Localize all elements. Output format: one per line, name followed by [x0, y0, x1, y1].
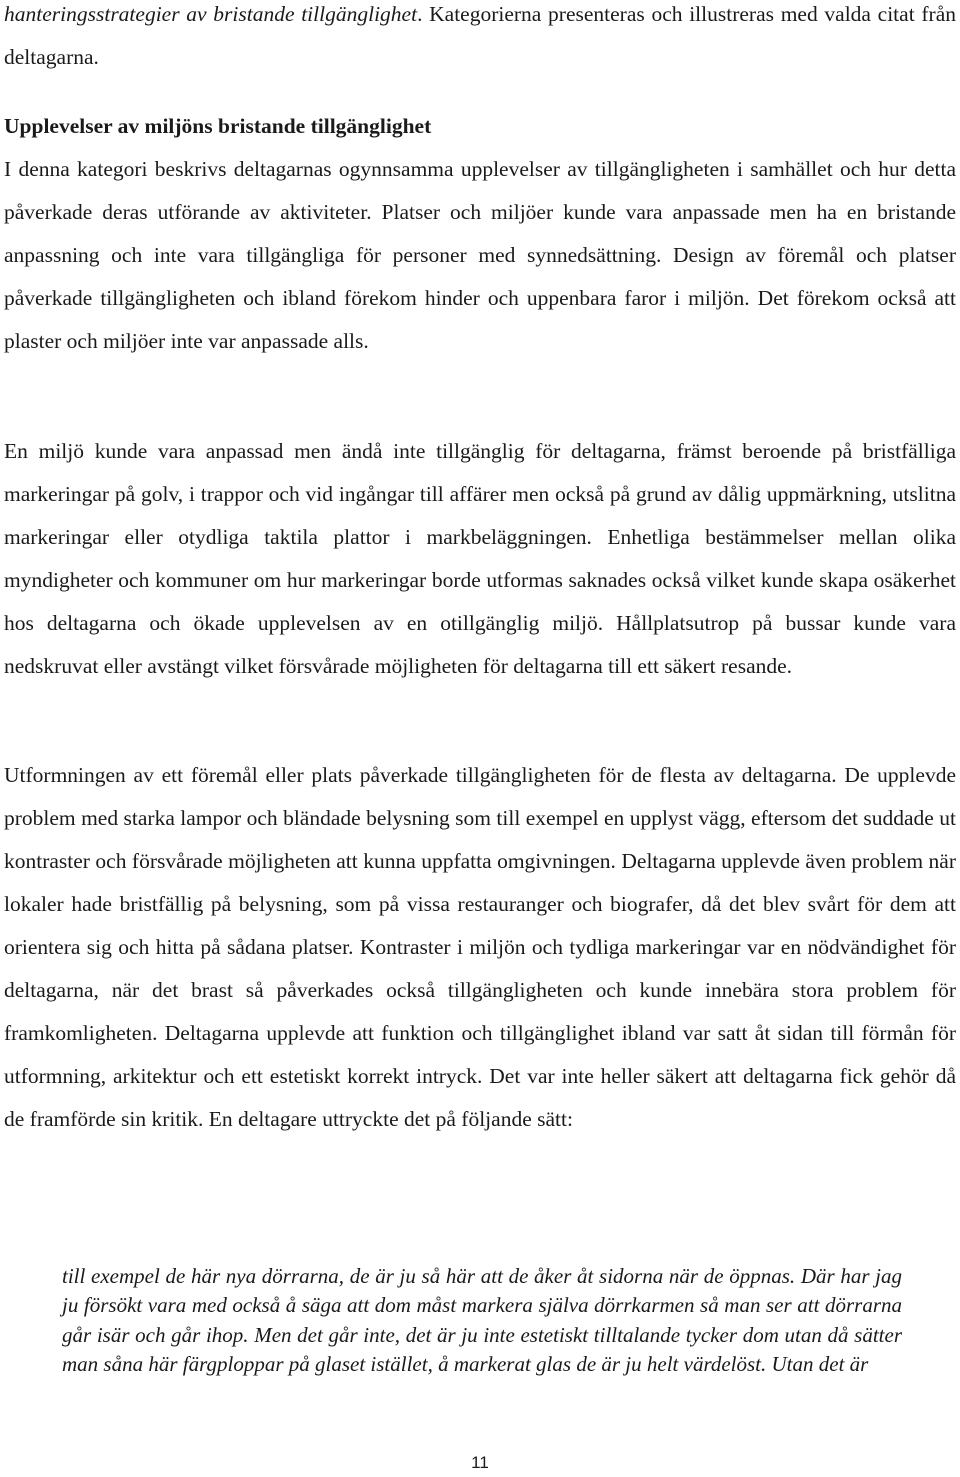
page-number: 11	[471, 1453, 489, 1472]
intro-italic-term: hanteringsstrategier av bristande tillgänglighet	[4, 2, 418, 26]
intro-rest: . Kategorierna presenteras och illustreras med valda citat från deltagarna.	[4, 2, 956, 69]
paragraph-1: I denna kategori beskrivs deltagarnas ogynnsamma upplevelser av tillgängligheten i samhället och hur detta påverkade deras utförande av aktiviteter. Platser och miljöer kunde vara anpassade men ha en bristande anpassning och inte vara tillgängliga för personer med synnedsättning. Design av föremål och platser påverkade tillgängligheten och ibland förekom hinder och uppenbara faror i miljön. Det förekom också att plaster och miljöer inte var anpassade alls.	[4, 157, 956, 353]
intro-paragraph	[4, 0, 956, 79]
section-heading: Upplevelser av miljöns bristande tillgänglighet	[4, 114, 432, 138]
paragraph-3: Utformningen av ett föremål eller plats påverkade tillgängligheten för de flesta av deltagarna. De upplevde problem med starka lampor och bländade belysning som till exempel en upplyst vägg, eftersom det suddade ut kontraster och försvårade möjligheten att kunna uppfatta omgivningen. Deltagarna upplevde även problem när lokaler hade bristfällig på belysning, som på vissa restauranger och biografer, då det blev svårt för dem att orientera sig och hitta på sådana platser. Kontraster i miljön och tydliga markeringar var en nödvändighet för deltagarna, när det brast så påverkades också tillgängligheten och kunde innebära stora problem för framkomligheten. Deltagarna upplevde att funktion och tillgänglighet ibland var satt åt sidan till förmån för utformning, arkitektur och ett estetiskt korrekt intryck. Det var inte heller säkert att deltagarna fick gehör då de framförde sin kritik. En deltagare uttryckte det på följande sätt:	[4, 763, 956, 1131]
paragraph-2: En miljö kunde vara anpassad men ändå inte tillgänglig för deltagarna, främst beroende på bristfälliga markeringar på golv, i trappor och vid ingångar till affärer men också på grund av dålig uppmärkning, utslitna markeringar eller otydliga taktila plattor i markbeläggningen. Enhetliga bestämmelser mellan olika myndigheter och kommuner om hur markeringar borde utformas saknades också vilket kunde skapa osäkerhet hos deltagarna och ökade upplevelsen av en otillgänglig miljö. Hållplatsutrop på bussar kunde vara nedskruvat eller avstängt vilket försvårade möjligheten för deltagarna till ett säkert resande.	[4, 439, 956, 678]
participant-quote: till exempel de här nya dörrarna, de är ju så här att de åker åt sidorna när de öppnas. Där har jag ju försökt vara med också å säga att dom måst markera själva dörrkarmen så man ser att dörrarna går isär och går ihop. Men det går inte, det är ju inte estetiskt tilltalande tycker dom utan då sätter man såna här färgploppar på glaset istället, å markerat glas de är ju helt värdelöst. Utan det är	[62, 1264, 902, 1377]
